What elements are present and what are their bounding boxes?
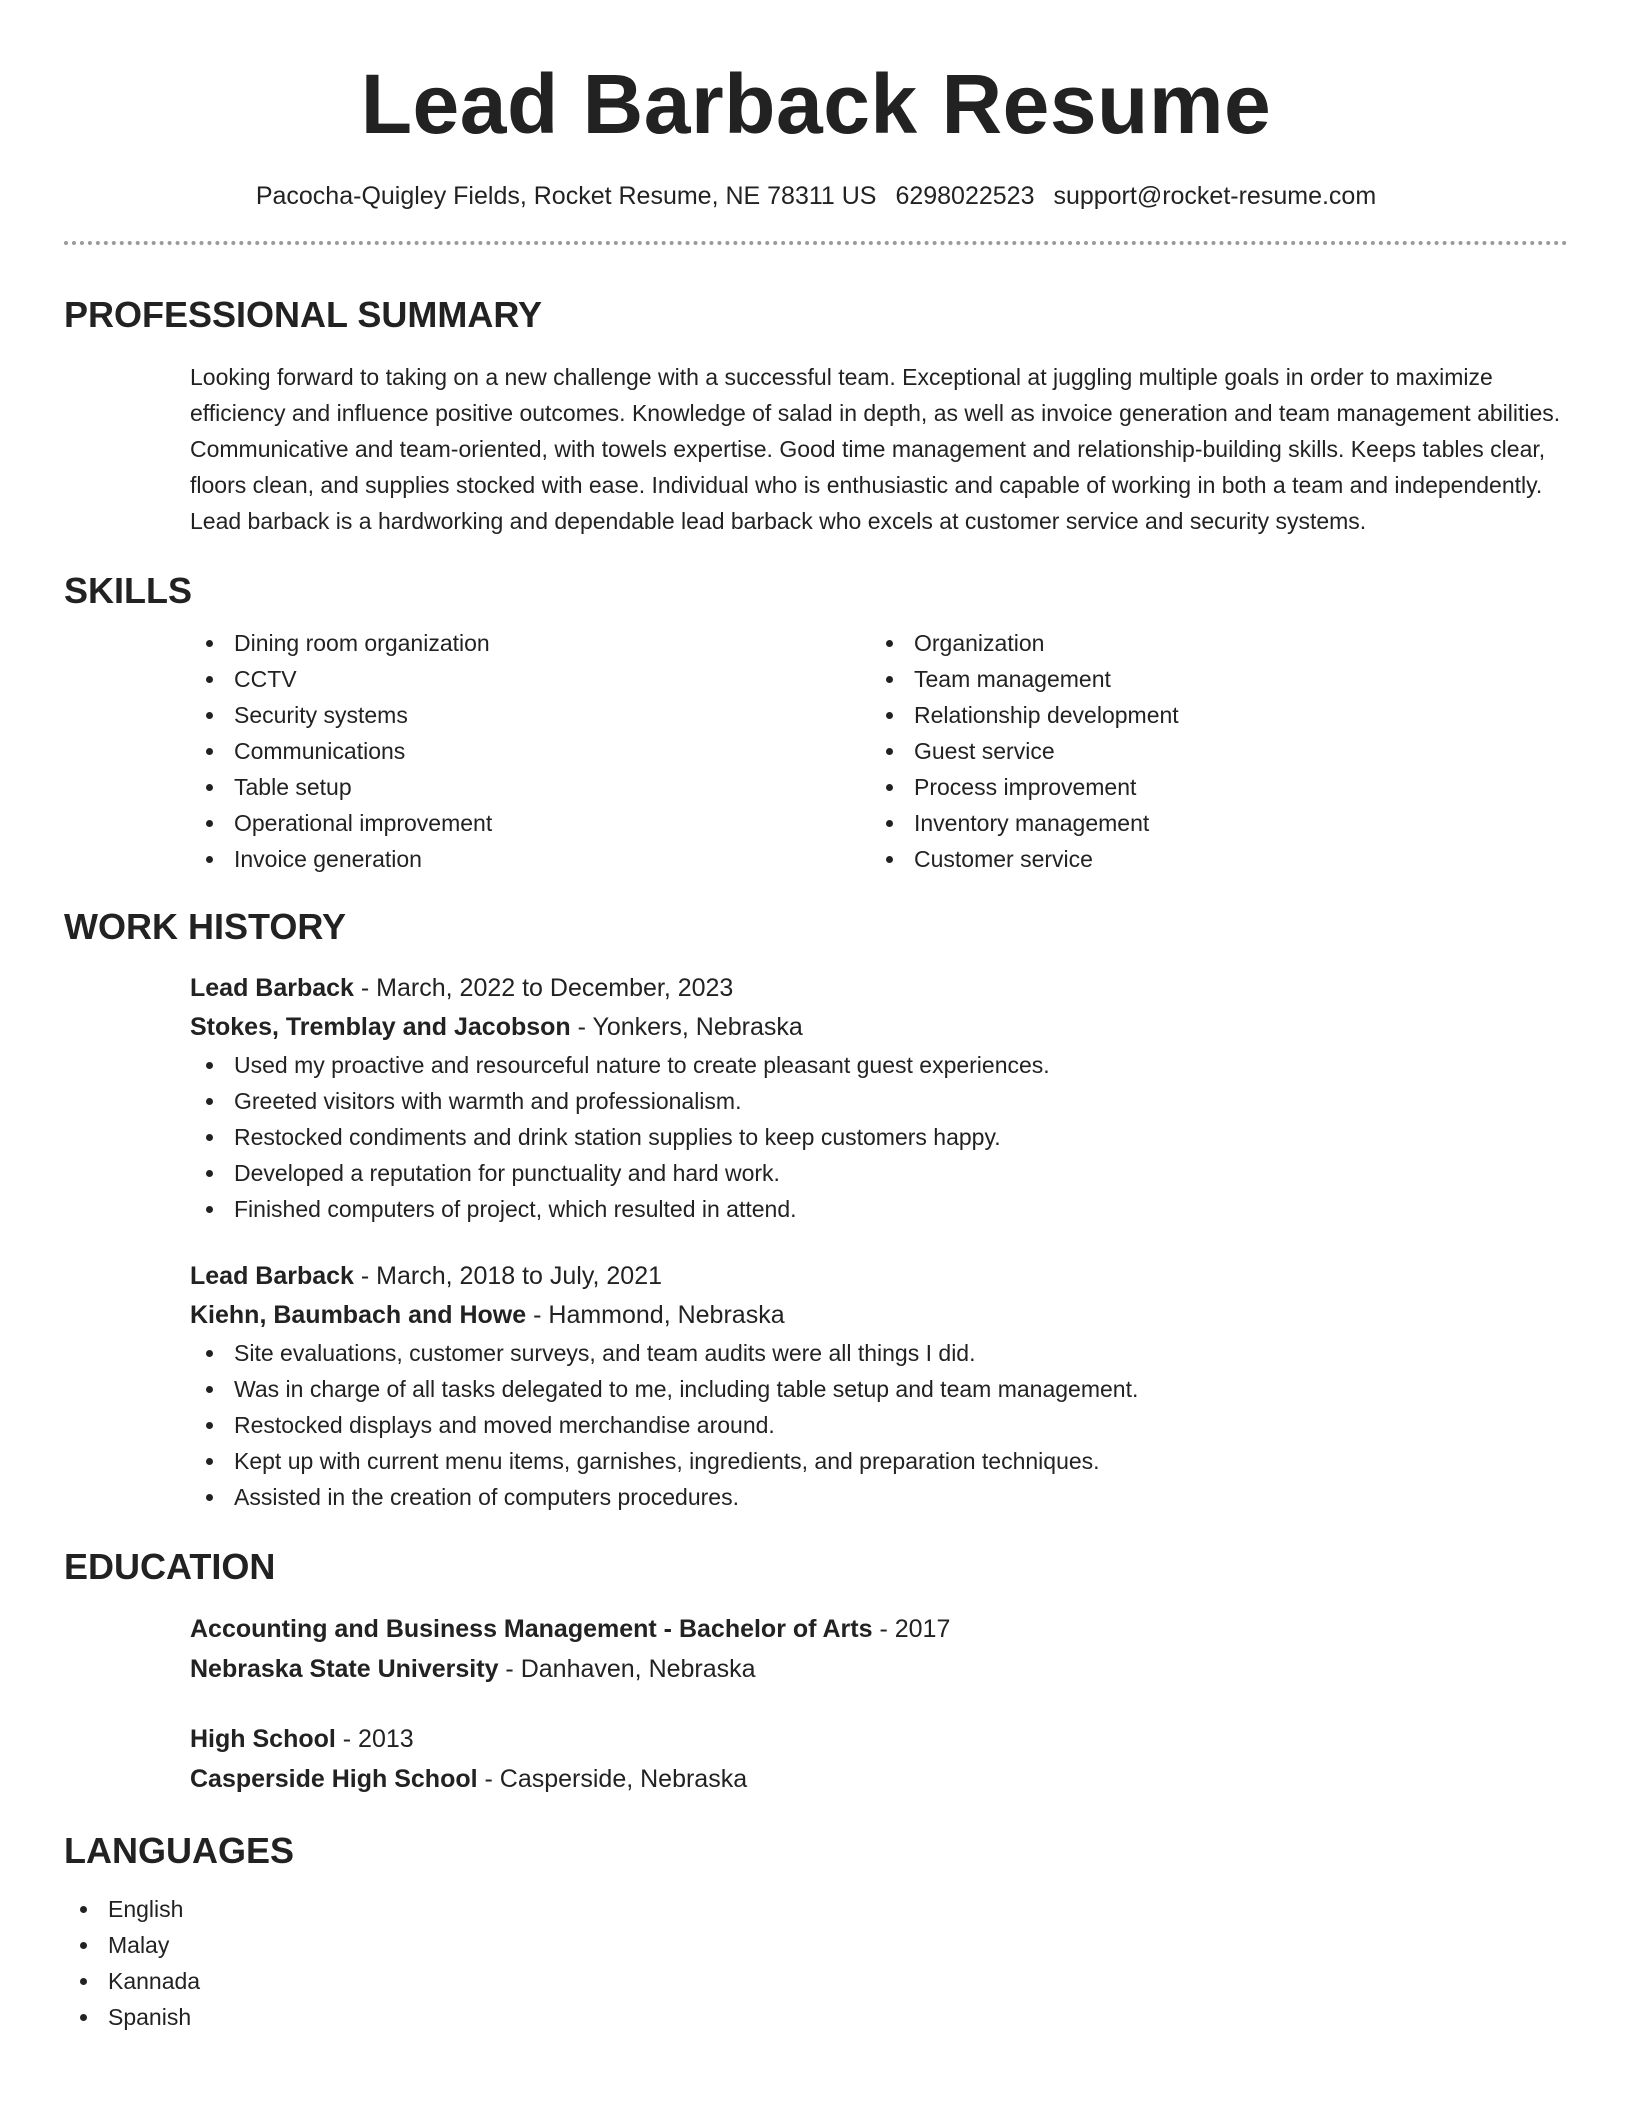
duty-item: Was in charge of all tasks delegated to me, including table setup and team management. xyxy=(190,1371,1568,1407)
skills-list xyxy=(190,625,1568,877)
education-entry xyxy=(190,1609,1568,1689)
resume-title: Lead Barback Resume xyxy=(360,57,1272,151)
education-location: - Casperside, Nebraska xyxy=(477,1765,748,1793)
skill-item: CCTV xyxy=(190,661,870,697)
contact-line xyxy=(64,182,1568,211)
education-entry xyxy=(190,1719,1568,1799)
education-section xyxy=(64,1546,1568,1799)
education-degree-line xyxy=(190,1609,1568,1649)
language-item: Kannada xyxy=(64,1963,1568,1999)
contact-address: Pacocha-Quigley Fields, Rocket Resume, NE 78311 US xyxy=(255,182,877,210)
duty-item: Kept up with current menu items, garnishes, ingredients, and preparation techniques. xyxy=(190,1443,1568,1479)
job-entry xyxy=(190,1257,1568,1515)
job-company-line xyxy=(190,1008,1568,1047)
languages-section xyxy=(64,1830,1568,2035)
resume-page xyxy=(64,0,1568,2035)
education-school: Casperside High School xyxy=(190,1765,478,1793)
skill-item: Operational improvement xyxy=(190,805,870,841)
work-history-heading: WORK HISTORY xyxy=(64,906,347,947)
skill-item: Guest service xyxy=(870,733,1550,769)
skill-item: Table setup xyxy=(190,769,870,805)
summary-heading: PROFESSIONAL SUMMARY xyxy=(64,294,543,335)
duty-item: Site evaluations, customer surveys, and team audits were all things I did. xyxy=(190,1335,1568,1371)
language-item: English xyxy=(64,1891,1568,1927)
duty-item: Restocked displays and moved merchandise around. xyxy=(190,1407,1568,1443)
work-history-section xyxy=(64,906,1568,1515)
job-dates: - March, 2018 to July, 2021 xyxy=(353,1262,663,1290)
skill-item: Process improvement xyxy=(870,769,1550,805)
skill-item: Communications xyxy=(190,733,870,769)
job-duties xyxy=(190,1047,1568,1227)
languages-heading: LANGUAGES xyxy=(64,1830,295,1871)
duty-item: Developed a reputation for punctuality and hard work. xyxy=(190,1155,1568,1191)
skills-section xyxy=(64,570,1568,877)
contact-email: support@rocket-resume.com xyxy=(1053,182,1377,210)
duty-item: Finished computers of project, which resulted in attend. xyxy=(190,1191,1568,1227)
job-title-line xyxy=(190,1257,1568,1296)
education-degree: High School xyxy=(190,1725,336,1753)
education-year: - 2017 xyxy=(872,1615,951,1643)
contact-phone: 6298022523 xyxy=(895,182,1035,210)
job-title: Lead Barback xyxy=(190,1262,354,1290)
education-degree-line xyxy=(190,1719,1568,1759)
skill-item: Invoice generation xyxy=(190,841,870,877)
language-item: Malay xyxy=(64,1927,1568,1963)
job-duties xyxy=(190,1335,1568,1515)
skills-column-left xyxy=(190,625,870,877)
skill-item: Team management xyxy=(870,661,1550,697)
skill-item: Customer service xyxy=(870,841,1550,877)
job-company: Stokes, Tremblay and Jacobson xyxy=(190,1013,571,1041)
summary-text: Looking forward to taking on a new challenge with a successful team. Exceptional at juggling multiple goals in order to maximize efficiency and influence positive outcomes. Knowledge of salad in depth, as well as invoice generation and team management abilities. Communicative and team-oriented, with towels expertise. Good time management and relationship-building skills. Keeps tables clear, floors clean, and supplies stocked with ease. Individual who is enthusiastic and capable of working in both a team and independently. Lead barback is a hardworking and dependable lead barback who excels at customer service and security systems. xyxy=(190,364,1561,534)
duty-item: Restocked condiments and drink station supplies to keep customers happy. xyxy=(190,1119,1568,1155)
education-year: - 2013 xyxy=(335,1725,414,1753)
skill-item: Organization xyxy=(870,625,1550,661)
education-location: - Danhaven, Nebraska xyxy=(498,1655,756,1683)
job-company-line xyxy=(190,1296,1568,1335)
duty-item: Assisted in the creation of computers procedures. xyxy=(190,1479,1568,1515)
skill-item: Relationship development xyxy=(870,697,1550,733)
education-heading: EDUCATION xyxy=(64,1546,276,1587)
job-location: - Yonkers, Nebraska xyxy=(570,1013,803,1041)
header-divider xyxy=(64,241,1568,245)
duty-item: Used my proactive and resourceful nature to create pleasant guest experiences. xyxy=(190,1047,1568,1083)
skill-item: Dining room organization xyxy=(190,625,870,661)
skill-item: Inventory management xyxy=(870,805,1550,841)
skills-heading: SKILLS xyxy=(64,570,193,611)
education-degree: Accounting and Business Management - Bachelor of Arts xyxy=(190,1615,873,1643)
education-school-line xyxy=(190,1759,1568,1799)
education-school-line xyxy=(190,1649,1568,1689)
job-location: - Hammond, Nebraska xyxy=(526,1301,785,1329)
job-company: Kiehn, Baumbach and Howe xyxy=(190,1301,527,1329)
job-dates: - March, 2022 to December, 2023 xyxy=(353,974,734,1002)
job-entry xyxy=(190,969,1568,1227)
education-school: Nebraska State University xyxy=(190,1655,499,1683)
job-title-line xyxy=(190,969,1568,1008)
summary-section xyxy=(64,294,1568,539)
language-item: Spanish xyxy=(64,1999,1568,2035)
skill-item: Security systems xyxy=(190,697,870,733)
job-title: Lead Barback xyxy=(190,974,354,1002)
skills-column-right xyxy=(870,625,1550,877)
duty-item: Greeted visitors with warmth and professionalism. xyxy=(190,1083,1568,1119)
languages-list xyxy=(64,1891,1568,2035)
